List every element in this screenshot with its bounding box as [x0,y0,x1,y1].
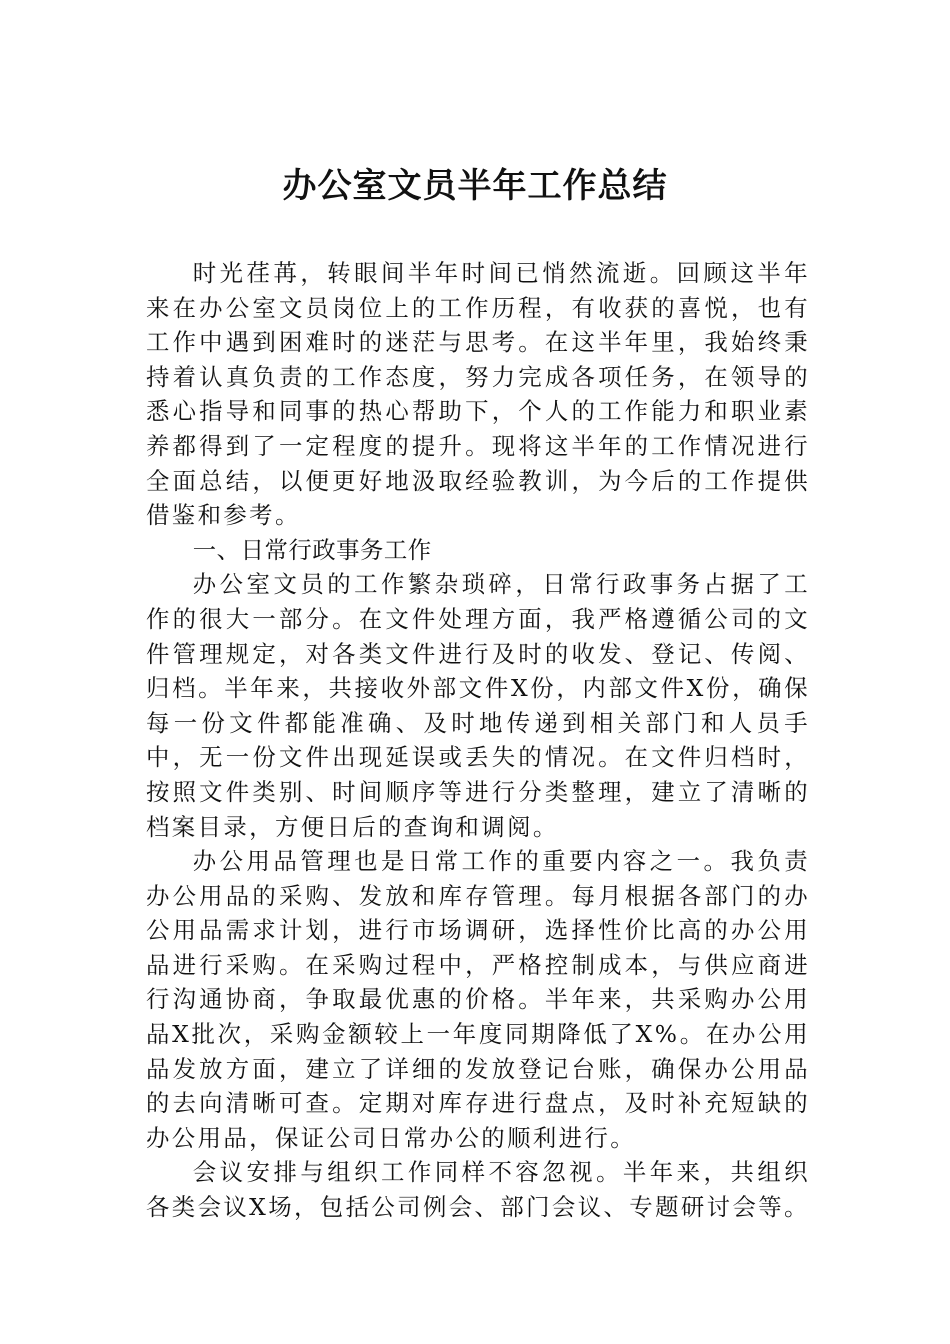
paragraph-documents: 办公室文员的工作繁杂琐碎，日常行政事务占据了工作的很大一部分。在文件处理方面，我严格遵循公司的文件管理规定，对各类文件进行及时的收发、登记、传阅、归档。半年来，共接收外部文件X份，内部文件X份，确保每一份文件都能准确、及时地传递到相关部门和人员手中，无一份文件出现延误或丢失的情况。在文件归档时，按照文件类别、时间顺序等进行分类整理，建立了清晰的档案目录，方便日后的查询和调阅。 [146,570,810,841]
document-title: 办公室文员半年工作总结 [282,166,668,206]
paragraph-meetings: 会议安排与组织工作同样不容忽视。半年来，共组织各类会议X场，包括公司例会、部门会议、专题研讨会等。 [146,1158,810,1222]
section-heading: 一、日常行政事务工作 [192,535,432,564]
paragraph-supplies: 办公用品管理也是日常工作的重要内容之一。我负责办公用品的采购、发放和库存管理。每月根据各部门的办公用品需求计划，进行市场调研，选择性价比高的办公用品进行采购。在采购过程中，严格控制成本，与供应商进行沟通协商，争取最优惠的价格。半年来，共采购办公用品X批次，采购金额较上一年度同期降低了X%。在办公用品发放方面，建立了详细的发放登记台账，确保办公用品的去向清晰可查。定期对库存进行盘点，及时补充短缺的办公用品，保证公司日常办公的顺利进行。 [146,847,810,1152]
document-body [146,256,810,1225]
paragraph-intro: 时光荏苒，转眼间半年时间已悄然流逝。回顾这半年来在办公室文员岗位上的工作历程，有收获的喜悦，也有工作中遇到困难时的迷茫与思考。在这半年里，我始终秉持着认真负责的工作态度，努力完成各项任务，在领导的悉心指导和同事的热心帮助下，个人的工作能力和职业素养都得到了一定程度的提升。现将这半年的工作情况进行全面总结，以便更好地汲取经验教训，为今后的工作提供借鉴和参考。 [146,259,810,530]
